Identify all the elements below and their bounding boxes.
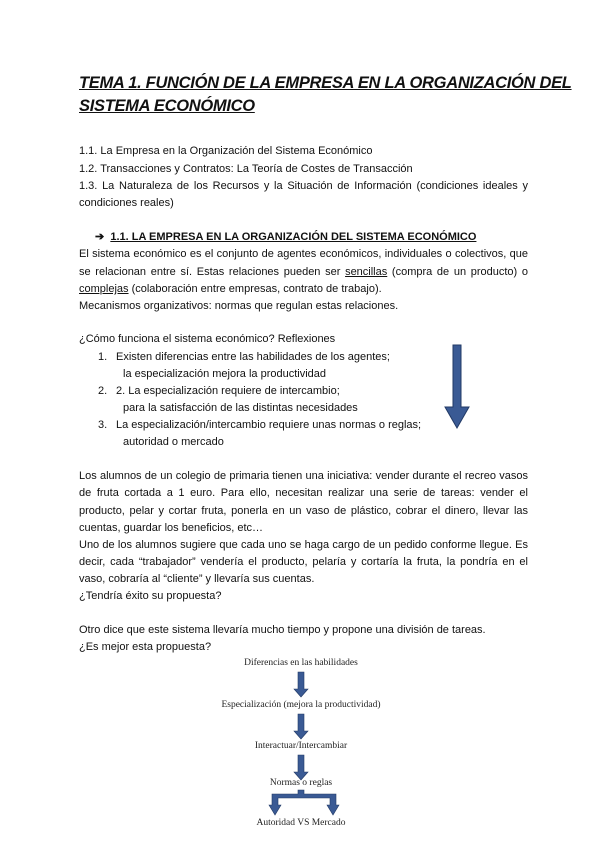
case-question-1: ¿Tendría éxito su propuesta?	[79, 590, 222, 602]
list-item-1-num: 1.	[98, 351, 108, 363]
diagram-node-5: Autoridad VS Mercado	[256, 818, 346, 828]
diagram-arrow-1	[294, 672, 308, 698]
intro-line-3-b: (colaboración entre empresas, contrato de trabajo).	[128, 283, 382, 295]
case-p1-line-4: cuentas, guardar los beneficios, etc…	[79, 522, 264, 534]
intro-line-4: Mecanismos organizativos: normas que regulan estas relaciones.	[79, 300, 399, 312]
list-item-3-line-2: autoridad o mercado	[123, 436, 224, 448]
diagram-split-arrow	[268, 790, 340, 816]
arrow-right-icon: ➔	[95, 231, 105, 243]
arrow-down-icon	[444, 345, 470, 429]
case-p1-line-1: Los alumnos de un colegio de primaria tienen una iniciativa: vender durante el recreo vasos	[79, 470, 528, 482]
intro-line-2-b: (compra de un producto) o	[387, 266, 528, 278]
intro-line-1: El sistema económico es el conjunto de agentes económicos, individuales o colectivos, que	[79, 248, 528, 260]
list-item-2-line-1: 2. La especialización requiere de intercambio;	[116, 385, 340, 397]
term-complejas: complejas	[79, 283, 129, 295]
case-p2-line-1: Uno de los alumnos sugiere que cada uno se haga cargo de un pedido conforme llegue. Es	[79, 539, 528, 551]
page-title-line-2: SISTEMA ECONÓMICO	[79, 97, 255, 115]
page-title-line-1: TEMA 1. FUNCIÓN DE LA EMPRESA EN LA ORGANIZACIÓN DEL	[79, 74, 572, 92]
case-p1-line-3: producto, pelar y cortar fruta, ponerla en un vaso de plástico, cobrar el dinero, llevar las	[79, 505, 528, 517]
toc-item-2: 1.2. Transacciones y Contratos: La Teoría de Costes de Transacción	[79, 163, 413, 175]
case-p3: Otro dice que este sistema llevaría mucho tiempo y propone una división de tareas.	[79, 624, 486, 636]
list-item-2-line-2: para la satisfacción de las distintas necesidades	[123, 402, 358, 414]
diagram-node-2: Especialización (mejora la productividad)	[221, 700, 381, 710]
case-question-2: ¿Es mejor esta propuesta?	[79, 641, 212, 653]
toc-item-3-cont: condiciones reales)	[79, 197, 174, 209]
term-sencillas: sencillas	[345, 266, 388, 278]
diagram-node-1: Diferencias en las habilidades	[244, 658, 358, 668]
list-item-3-num: 3.	[98, 419, 108, 431]
intro-line-2	[79, 266, 528, 278]
intro-line-2-a: se relacionan entre sí. Estas relaciones pueden ser	[79, 266, 346, 278]
case-p1-line-2: de fruta cortada a 1 euro. Para ello, necesitan realizar una serie de tareas: vender el	[79, 487, 528, 499]
section-heading	[95, 230, 476, 243]
list-item-2-num: 2.	[98, 385, 108, 397]
section-heading-text: 1.1. LA EMPRESA EN LA ORGANIZACIÓN DEL SISTEMA ECONÓMICO	[110, 231, 477, 243]
diagram-node-3: Interactuar/Intercambiar	[254, 741, 348, 751]
diagram-node-4: Normas o reglas	[269, 778, 333, 788]
toc-item-3: 1.3. La Naturaleza de los Recursos y la Situación de Información (condiciones ideales y	[79, 180, 528, 192]
diagram-arrow-2	[294, 714, 308, 740]
reflexiones-question: ¿Cómo funciona el sistema económico? Reflexiones	[79, 333, 336, 345]
case-p2-line-2: decir, cada “trabajador” vendería el producto, pelaría y cortaría la fruta, la pondría en el	[79, 556, 528, 568]
list-item-1-line-2: la especialización mejora la productividad	[123, 368, 327, 380]
case-p2-line-3: vaso, cobraría al “cliente” y llevaría sus cuentas.	[79, 573, 315, 585]
list-item-3-line-1: La especialización/intercambio requiere unas normas o reglas;	[116, 419, 422, 431]
toc-item-1: 1.1. La Empresa en la Organización del Sistema Económico	[79, 145, 373, 157]
intro-line-3	[79, 283, 382, 295]
list-item-1-line-1: Existen diferencias entre las habilidades de los agentes;	[116, 351, 390, 363]
